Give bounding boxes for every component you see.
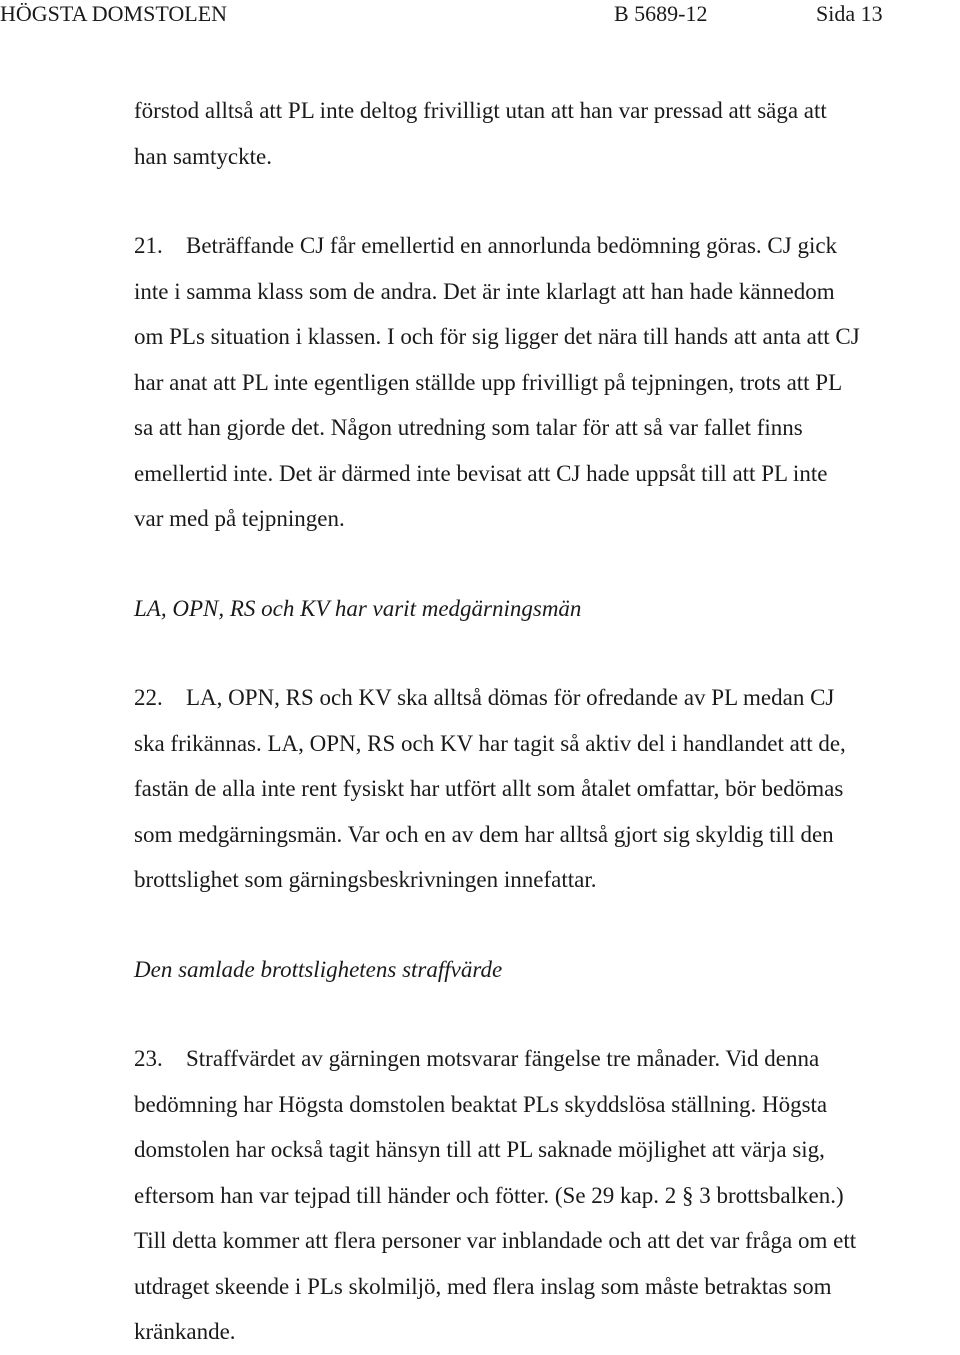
text-line: var med på tejpningen. [134,506,345,531]
section-heading: LA, OPN, RS och KV har varit medgärningsmän [134,595,582,621]
text-line: fastän de alla inte rent fysiskt har utfört allt som åtalet omfattar, bör bedömas [134,776,844,801]
paragraph-number: 23. [134,1046,163,1071]
paragraph-21 [134,223,960,542]
paragraph-22 [134,675,960,903]
paragraph-23 [134,1036,960,1355]
text-line: om PLs situation i klassen. I och för sig ligger det nära till hands att anta att CJ [134,324,860,349]
case-number: B 5689-12 [614,1,708,26]
text-line: eftersom han var tejpad till händer och fötter. (Se 29 kap. 2 § 3 brottsbalken.) [134,1182,844,1208]
page-number: Sida 13 [816,1,883,26]
text-line: brottslighet som gärningsbeskrivningen innefattar. [134,867,597,892]
text-line: som medgärningsmän. Var och en av dem har alltså gjort sig skyldig till den [134,821,834,847]
document-body [134,88,960,1355]
text-line: 21. Beträffande CJ får emellertid en annorlunda bedömning göras. CJ gick [134,223,960,269]
page-header [0,0,960,30]
section-heading: Den samlade brottslighetens straffvärde [134,956,503,982]
text-line: har anat att PL inte egentligen ställde upp frivilligt på tejpningen, trots att PL [134,369,843,395]
text-line: förstod alltså att PL inte deltog frivilligt utan att han var pressad att säga att [134,98,827,123]
text-line: 22. LA, OPN, RS och KV ska alltså dömas för ofredande av PL medan CJ [134,675,960,721]
text-line: han samtyckte. [134,143,272,169]
text-line: sa att han gjorde det. Någon utredning som talar för att så var fallet finns [134,415,803,440]
text-line: bedömning har Högsta domstolen beaktat PLs skyddslösa ställning. Högsta [134,1091,828,1117]
text-line: inte i samma klass som de andra. Det är inte klarlagt att han hade kännedom [134,278,835,304]
paragraph-number: 22. [134,685,163,710]
text-line: ska frikännas. LA, OPN, RS och KV har tagit så aktiv del i handlandet att de, [134,730,846,756]
text-line: emellertid inte. Det är därmed inte bevisat att CJ hade uppsåt till att PL inte [134,460,828,486]
paragraph-intro [134,88,960,179]
text-line: domstolen har också tagit hänsyn till att PL saknade möjlighet att värja sig, [134,1137,825,1162]
text-line: utdraget skeende i PLs skolmiljö, med flera inslag som måste betraktas som [134,1273,832,1299]
court-name: HÖGSTA DOMSTOLEN [0,1,228,26]
paragraph-number: 21. [134,233,163,258]
text-line: Till detta kommer att flera personer var inblandade och att det var fråga om ett [134,1228,857,1253]
text-line: 23. Straffvärdet av gärningen motsvarar fängelse tre månader. Vid denna [134,1036,960,1082]
text-line: kränkande. [134,1319,236,1344]
